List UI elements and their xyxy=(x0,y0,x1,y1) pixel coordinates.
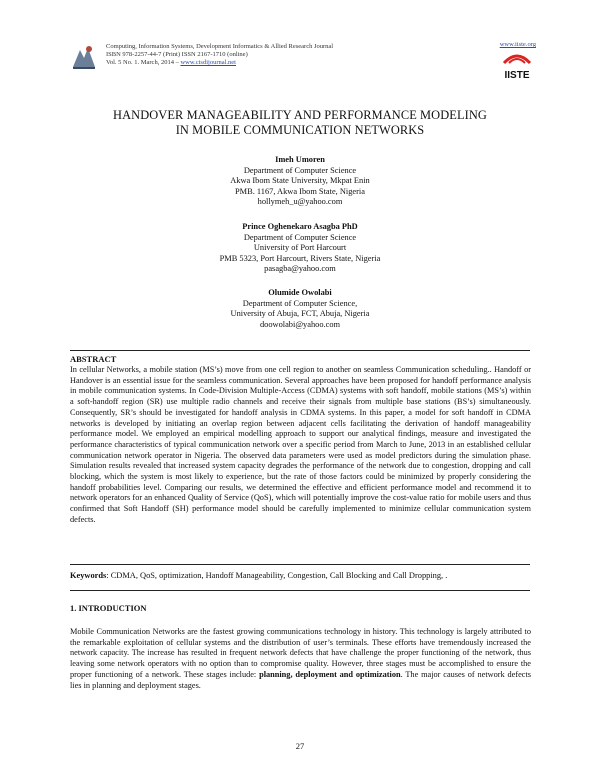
author-name: Imeh Umoren xyxy=(275,155,325,164)
author-block-1 xyxy=(150,155,450,208)
journal-url-link[interactable]: www.cisdijournal.net xyxy=(180,59,236,66)
author-name: Prince Oghenekaro Asagba PhD xyxy=(242,222,358,231)
author-institution: University of Abuja, FCT, Abuja, Nigeria xyxy=(230,309,370,318)
author-address: PMB. 1167, Akwa Ibom State, Nigeria xyxy=(235,186,365,196)
journal-logo-icon xyxy=(70,42,98,72)
divider-bottom xyxy=(70,590,530,591)
abstract-text: In cellular Networks, a mobile station (MS’s) move from one cell region to another on seamless Communication scheduling.. Handoff or Handover is an essential issue for the seamless communication. Several approaches have been proposed for handoff performance analysis in mobile communication systems. In Code-Division Multiple-Access (CDMA) systems with soft handoff, mobile stations (MS’s) within a soft-handoff region (SR) use multiple radio channels and receive their signals from multiple base stations (BS’s) simultaneously. Consequently, SR’s should be investigated for handoff analysis in CDMA systems. In this paper, a model for soft handoff in CDMA networks is developed by initiating an overlap region between adjacent cells facilitating the derivation of handoff manageability performance model. We employed an empirical modelling approach to support our analytical findings, measure and investigated the performance characteristics of typical communication network over a specific period from March to June, 2013 in an established cellular communication network operator in Nigeria. The observed data parameters were used as model predictors during the simulation phase. Simulation results revealed that increased system capacity degrades the performance of the network due to congestion, dropping and call blocking, which the system is most likely to experience, but the rate of those factors could be minimized by properly considering the handoff probabilities level. Comparing our results, we determined the effective and efficient performance model and recommend it to network operators for an enhanced Quality of Service (QoS), which will potentially improve the cost-value ratio for mobile users and thus confirmed that Soft Handoff (SH) performance model should be carefully implemented to minimize cellular communication system defects. xyxy=(70,365,531,524)
keywords-text: : CDMA, QoS, optimization, Handoff Manageability, Congestion, Call Blocking and Call Dropping, . xyxy=(106,571,448,580)
journal-issn: ISBN 978-2257-44-7 (Print) ISSN 2167-1710 (online) xyxy=(106,51,248,58)
iiste-url-link[interactable]: www.iiste.org xyxy=(499,41,536,48)
page-number: 27 xyxy=(295,741,305,751)
author-institution: University of Port Harcourt xyxy=(253,243,347,252)
intro-text-bold: planning, deployment and optimization xyxy=(259,669,401,679)
author-department: Department of Computer Science xyxy=(243,165,357,175)
journal-volume: Vol. 5 No. 1. March, 2014 – xyxy=(106,59,181,66)
intro-text-part-2: . The major causes of network defects lies in planning and deployment stages. xyxy=(70,669,531,690)
introduction-heading: 1. INTRODUCTION xyxy=(70,603,147,613)
journal-header xyxy=(70,40,540,80)
author-email: hollymeh_u@yahoo.com xyxy=(257,197,343,206)
author-address: PMB 5323, Port Harcourt, Rivers State, Nigeria xyxy=(219,253,381,263)
author-institution: Akwa Ibom State University, Mkpat Enin xyxy=(230,176,370,185)
divider-top xyxy=(70,350,530,351)
title-line-1: HANDOVER MANAGEABILITY AND PERFORMANCE MODELING xyxy=(113,108,487,122)
abstract-heading: ABSTRACT xyxy=(70,354,117,364)
divider-mid xyxy=(70,564,530,565)
journal-info xyxy=(106,43,333,67)
title-line-2: IN MOBILE COMMUNICATION NETWORKS xyxy=(175,123,425,137)
paper-title xyxy=(60,108,540,138)
journal-volume-line xyxy=(106,59,333,67)
author-name: Olumide Owolabi xyxy=(268,288,332,297)
iiste-logo xyxy=(500,50,534,82)
iiste-logo-text: IISTE xyxy=(504,70,530,81)
author-department: Department of Computer Science xyxy=(243,232,357,242)
intro-text-part-1: Mobile Communication Networks are the fastest growing communications technology in history. This technology is largely attributed to the remarkable exploitation of cellular systems and the distribution of user’s terminals. These efforts have tremendously increased the network capacity. The increase has resulted in frequent network defects that have challenge the proper functioning of the network, thus leaving some network operators with no option than to compromise quality. However, three stages must be accomplished to ensure the proper functioning of a network. These stages include: xyxy=(70,627,531,679)
author-email: doowolabi@yahoo.com xyxy=(259,319,341,329)
introduction-text xyxy=(70,627,531,691)
journal-name: Computing, Information Systems, Development Informatics & Allied Research Journal xyxy=(106,43,334,50)
author-email: pasagba@yahoo.com xyxy=(264,264,336,273)
keywords-label: Keywords xyxy=(70,571,107,580)
author-department: Department of Computer Science, xyxy=(242,298,358,308)
author-block-3 xyxy=(150,288,450,330)
keywords xyxy=(70,571,531,580)
author-block-2 xyxy=(150,222,450,275)
